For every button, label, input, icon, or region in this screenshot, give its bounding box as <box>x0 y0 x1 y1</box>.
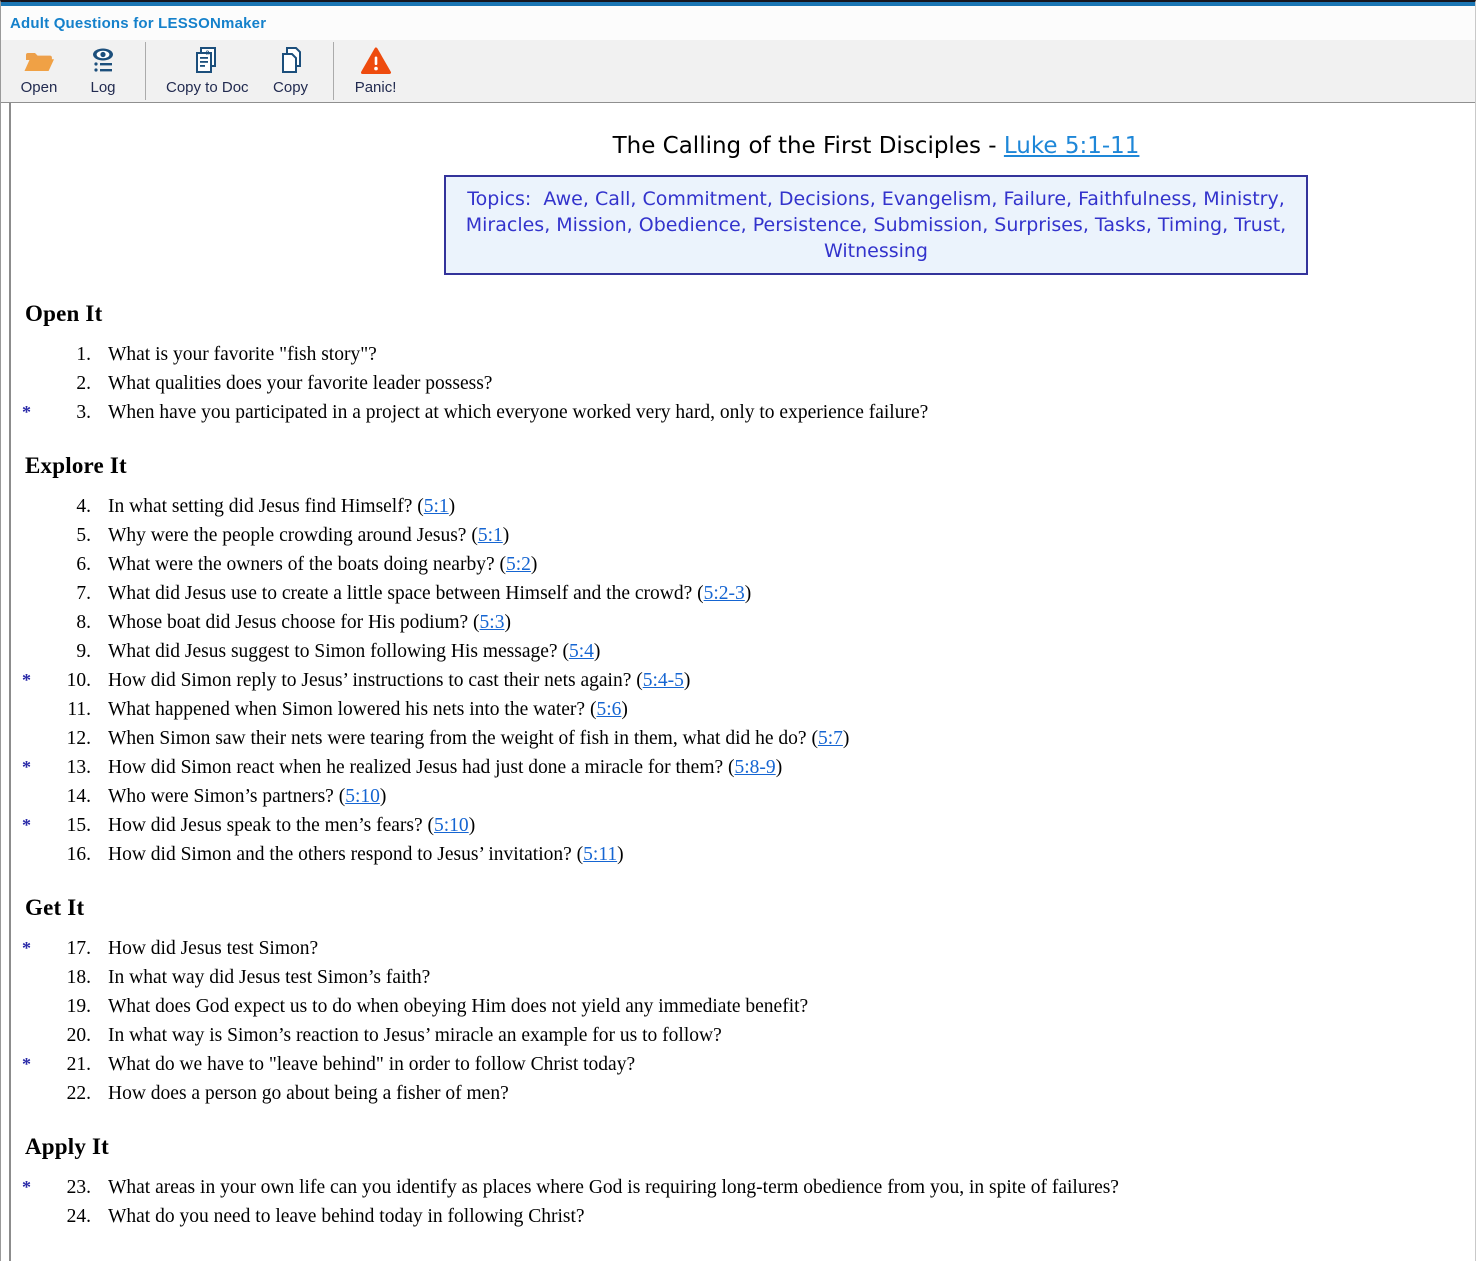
copy-button[interactable] <box>259 40 323 102</box>
verse-ref: (5:7) <box>806 728 850 749</box>
question-number: 11. <box>67 699 91 720</box>
section-heading: Explore It <box>25 453 127 478</box>
verse-ref: (5:4) <box>557 641 601 662</box>
question-row <box>11 695 1475 724</box>
question-row <box>11 666 1475 695</box>
verse-ref-link[interactable]: 5:2 <box>506 554 531 575</box>
question-text: How did Simon react when he realized Jesus had just done a miracle for them? (5:8-9) <box>108 757 783 778</box>
question-text: What were the owners of the boats doing nearby? (5:2) <box>108 554 538 575</box>
toolbar <box>1 40 1475 103</box>
question-text: When Simon saw their nets were tearing from the weight of fish in them, what did he do? (5:7) <box>108 728 850 749</box>
question-number: 15. <box>66 815 91 836</box>
starred-marker: * <box>22 1054 31 1074</box>
verse-ref-link[interactable]: 5:2-3 <box>703 583 745 604</box>
question-number: 19. <box>66 996 91 1017</box>
verse-ref: (5:1) <box>412 496 456 517</box>
question-number: 10. <box>66 670 91 691</box>
question-row <box>11 637 1475 666</box>
panic-button-label: Panic! <box>354 79 397 96</box>
question-row <box>11 1079 1475 1108</box>
question-number: 12. <box>66 728 91 749</box>
verse-ref-link[interactable]: 5:1 <box>477 525 503 546</box>
question-number: 14. <box>66 786 91 807</box>
question-text: In what setting did Jesus find Himself? (5:1) <box>108 496 456 517</box>
question-text: What does God expect us to do when obeying Him does not yield any immediate benefit? <box>108 996 809 1017</box>
question-number: 18. <box>66 967 91 988</box>
panic-warning-icon <box>360 45 392 77</box>
verse-ref: (5:10) <box>333 786 387 807</box>
topics-box: Topics: Awe, Call, Commitment, Decisions, Evangelism, Failure, Faithfulness, Ministry, Miracles, Mission, Obedience, Persistence, Submission, Surprises, Tasks, Timing, Trust, Witnessing <box>444 175 1308 275</box>
question-text: How did Jesus test Simon? <box>108 938 319 959</box>
question-row <box>11 369 1475 398</box>
verse-ref-link[interactable]: 5:1 <box>423 496 449 517</box>
open-button-label: Open <box>20 79 58 96</box>
svg-text:a: a <box>205 49 210 57</box>
question-row <box>11 934 1475 963</box>
copy-to-doc-icon <box>191 45 223 77</box>
question-text: Why were the people crowding around Jesus? (5:1) <box>108 525 510 546</box>
question-row <box>11 724 1475 753</box>
copy-to-doc-button-label: Copy to Doc <box>166 79 249 96</box>
question-row <box>11 753 1475 782</box>
open-button[interactable] <box>7 40 71 102</box>
question-row <box>11 811 1475 840</box>
question-row <box>11 340 1475 369</box>
log-button[interactable] <box>71 40 135 102</box>
question-row <box>11 963 1475 992</box>
question-text: What did Jesus use to create a little space between Himself and the crowd? (5:2-3) <box>108 583 752 604</box>
verse-ref-link[interactable]: 5:3 <box>479 612 505 633</box>
verse-ref-link[interactable]: 5:6 <box>596 699 622 720</box>
question-number: 6. <box>76 554 91 575</box>
question-text: What is your favorite "fish story"? <box>108 344 377 365</box>
starred-marker: * <box>22 815 31 835</box>
question-row <box>11 1021 1475 1050</box>
title-bar <box>1 6 1475 40</box>
verse-ref: (5:6) <box>585 699 628 720</box>
question-number: 1. <box>76 344 91 365</box>
verse-ref: (5:10) <box>422 815 476 836</box>
question-text: What happened when Simon lowered his nets into the water? (5:6) <box>108 699 628 720</box>
question-row <box>11 1050 1475 1079</box>
question-text: What did Jesus suggest to Simon following His message? (5:4) <box>108 641 601 662</box>
question-number: 4. <box>76 496 91 517</box>
question-number: 9. <box>76 641 91 662</box>
question-number: 22. <box>66 1083 91 1104</box>
section-heading: Get It <box>25 895 85 920</box>
passage-link[interactable]: Luke 5:1-11 <box>1003 133 1140 159</box>
toolbar-separator <box>333 42 334 100</box>
verse-ref-link[interactable]: 5:10 <box>345 786 380 807</box>
verse-ref: (5:2) <box>494 554 538 575</box>
question-text: In what way did Jesus test Simon’s faith? <box>108 967 431 988</box>
starred-marker: * <box>22 1177 31 1197</box>
verse-ref-link[interactable]: 5:8-9 <box>734 757 776 778</box>
question-text: What do we have to "leave behind" in order to follow Christ today? <box>108 1054 636 1075</box>
toolbar-separator <box>145 42 146 100</box>
question-number: 5. <box>76 525 91 546</box>
verse-ref-link[interactable]: 5:4-5 <box>642 670 684 691</box>
verse-ref-link[interactable]: 5:7 <box>817 728 843 749</box>
question-number: 3. <box>76 402 91 423</box>
copy-button-label: Copy <box>273 79 309 96</box>
log-eye-icon <box>87 45 119 77</box>
question-text: Whose boat did Jesus choose for His podium? (5:3) <box>108 612 511 633</box>
question-text: Who were Simon’s partners? (5:10) <box>108 786 387 807</box>
lesson-title <box>281 133 1471 159</box>
question-number: 23. <box>66 1177 91 1198</box>
app-title: Adult Questions for LESSONmaker <box>10 14 267 32</box>
question-row <box>11 1202 1475 1231</box>
open-folder-icon <box>23 45 55 77</box>
question-text: What do you need to leave behind today in following Christ? <box>108 1206 585 1227</box>
starred-marker: * <box>22 402 31 422</box>
question-row <box>11 579 1475 608</box>
question-text: How did Jesus speak to the men’s fears? (5:10) <box>108 815 476 836</box>
verse-ref: (5:1) <box>466 525 510 546</box>
verse-ref: (5:3) <box>468 612 511 633</box>
verse-ref-link[interactable]: 5:10 <box>434 815 469 836</box>
verse-ref-link[interactable]: 5:4 <box>568 641 594 662</box>
questions-area <box>11 301 1475 1231</box>
verse-ref-link[interactable]: 5:11 <box>583 844 618 865</box>
question-row <box>11 398 1475 427</box>
question-number: 17. <box>66 938 91 959</box>
starred-marker: * <box>22 757 31 777</box>
question-row <box>11 1173 1475 1202</box>
question-text: What areas in your own life can you identify as places where God is requiring long-term obedience from you, in spite of failures? <box>108 1177 1119 1198</box>
verse-ref: (5:4-5) <box>631 670 691 691</box>
question-row <box>11 492 1475 521</box>
question-row <box>11 840 1475 869</box>
question-number: 7. <box>76 583 91 604</box>
question-number: 8. <box>76 612 91 633</box>
section-heading: Open It <box>25 301 103 326</box>
question-text: How did Simon and the others respond to Jesus’ invitation? (5:11) <box>108 844 624 865</box>
question-row <box>11 782 1475 811</box>
question-number: 13. <box>66 757 91 778</box>
question-row <box>11 992 1475 1021</box>
section-heading: Apply It <box>25 1134 110 1159</box>
question-row <box>11 608 1475 637</box>
verse-ref: (5:11) <box>571 844 624 865</box>
copy-icon <box>275 45 307 77</box>
lesson-title-text: The Calling of the First Disciples - <box>612 133 1004 159</box>
panic-button[interactable] <box>344 40 408 102</box>
log-button-label: Log <box>90 79 116 96</box>
copy-to-doc-button[interactable] <box>156 40 259 102</box>
verse-ref: (5:8-9) <box>723 757 783 778</box>
question-number: 16. <box>66 844 91 865</box>
question-row <box>11 550 1475 579</box>
starred-marker: * <box>22 670 31 690</box>
question-number: 20. <box>66 1025 91 1046</box>
question-text: How did Simon reply to Jesus’ instructions to cast their nets again? (5:4-5) <box>108 670 691 691</box>
question-row <box>11 521 1475 550</box>
question-text: When have you participated in a project at which everyone worked very hard, only to experience failure? <box>108 402 929 423</box>
question-number: 24. <box>66 1206 91 1227</box>
starred-marker: * <box>22 938 31 958</box>
question-text: In what way is Simon’s reaction to Jesus’ miracle an example for us to follow? <box>108 1025 722 1046</box>
question-text: What qualities does your favorite leader possess? <box>108 373 493 394</box>
question-number: 21. <box>66 1054 91 1075</box>
question-number: 2. <box>76 373 91 394</box>
verse-ref: (5:2-3) <box>692 583 752 604</box>
question-text: How does a person go about being a fisher of men? <box>108 1083 509 1104</box>
lesson-content <box>9 103 1475 1261</box>
